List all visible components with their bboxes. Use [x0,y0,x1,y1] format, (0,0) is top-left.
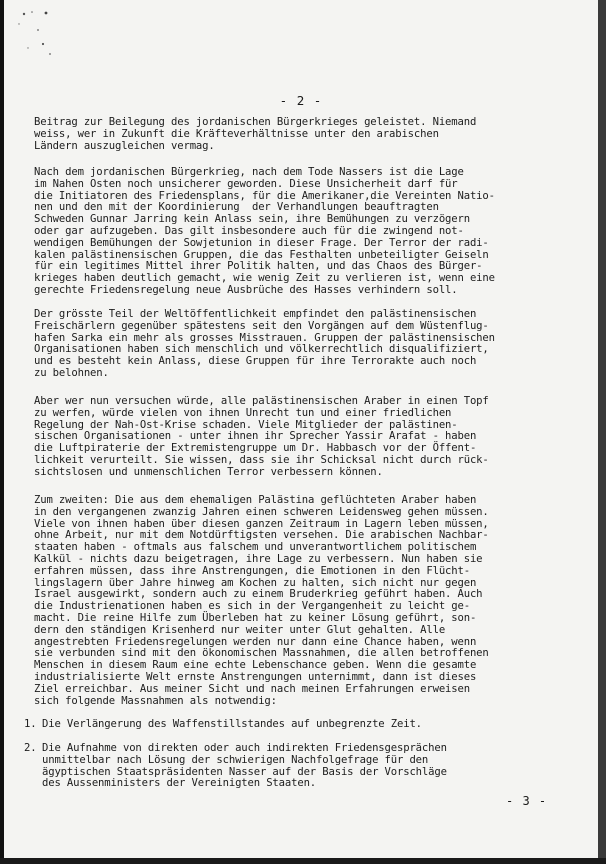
text-line: des Aussenministers der Vereinigten Staaten. [42,777,317,790]
text-line: und es besteht kein Anlass, diese Gruppen für ihre Terrorakte auch noch [34,355,477,368]
text-line: dern den ständigen Krisenherd nur weiter unter Glut gehalten. Alle [34,623,446,636]
text-line: Aber wer nun versuchen würde, alle palästinensischen Araber in einen Topf [34,395,489,407]
text-line: im Nahen Osten noch unsicherer geworden. Diese Unsicherheit darf für [34,177,458,190]
text-line: Ländern auszugleichen vermag. [34,139,215,152]
text-line: für ein legitimes Mittel ihrer Politik halten, und das Chaos des Bürger- [34,260,483,273]
text-line: die Luftpiraterie der Extremistengruppe um Dr. Habbasch vor der Öffent- [34,442,477,455]
text-line: Organisationen haben sich menschlich und völkerrechtlich disqualifiziert, [34,343,489,356]
paragraph-3 [34,309,554,380]
text-line: in den vergangenen zwanzig Jahren einen schweren Leidensweg gehen müssen. [34,505,489,518]
text-line: wendigen Bemühungen der Sowjetunion in dieser Frage. Der Terror der radi- [34,236,489,249]
text-line: nen und den mit der Koordinierung der Verhandlungen beauftragten [34,201,439,214]
paragraph-4 [34,396,554,479]
text-line: sich folgende Massnahmen als notwendig: [34,694,277,707]
text-line: Zum zweiten: Die aus dem ehemaligen Palästina geflüchteten Araber haben [34,494,477,506]
text-line: kalen palästinensischen Gruppen, die das Festhalten unbeteiligter Geiseln [34,248,489,261]
list-item-number: 2. [24,742,37,754]
scan-speckle [10,8,60,58]
text-line: Regelung der Nah-Ost-Krise schaden. Viele Mitglieder der palästinen- [34,418,458,431]
text-line: krieges haben deutlich gemacht, wie wenig Zeit zu verlieren ist, wenn eine [34,272,495,285]
text-line: macht. Die reine Hilfe zum Überleben hat zu keiner Lösung geführt, son- [34,611,477,624]
text-line: zu belohnen. [34,366,109,379]
text-line: ohne Arbeit, nur mit dem Notdürftigsten versehen. Die arabischen Nachbar- [34,529,489,542]
text-line: staaten haben - oftmals aus falschem und unverantwortlichem politischem [34,541,477,554]
text-line: Schweden Gunnar Jarring kein Anlass sein, ihre Bemühungen zu verzögern [34,213,470,226]
text-line: angestrebten Friedensregelungen werden nur dann eine Chance haben, wenn [34,635,477,648]
list-item-number: 1. [24,718,37,730]
text-line: Israel ausgewirkt, sondern auch zu einem Bruderkrieg geführt haben. Auch [34,588,483,601]
paragraph-5 [34,495,554,707]
text-line: sischen Organisationen - unter ihnen ihr Sprecher Yassir Arafat - haben [34,430,477,443]
text-line: zu werfen, würde vielen von ihnen Unrecht tun und einer friedlichen [34,406,452,419]
text-line: sie verbunden sind mit den ökonomischen Massnahmen, die allen betroffenen [34,647,489,660]
text-line: Die Verlängerung des Waffenstillstandes auf unbegrenzte Zeit. [42,718,422,730]
text-line: Menschen in diesem Raum eine echte Lebenschance geben. Wenn die gesamte [34,659,477,672]
text-line: Freischärlern gegenüber spätestens seit den Vorgängen auf dem Wüstenflug- [34,319,489,332]
text-line: Nach dem jordanischen Bürgerkrieg, nach dem Tode Nassers ist die Lage [34,166,464,178]
text-line: gerechte Friedensregelung neue Ausbrüche des Hasses verhindern soll. [34,283,458,296]
document-page [4,0,598,858]
text-line: oder gar aufzugeben. Das gilt insbesondere auch für die zwingend not- [34,224,464,237]
page-number: - 2 - [279,93,323,108]
scan-edge-bottom [0,858,606,864]
text-line: die Industrienationen haben es sich in der Vergangenheit zu leicht ge- [34,600,470,613]
text-line: sichtslosen und unmenschlichen Terror verbessern können. [34,465,383,478]
text-line: erfahren müssen, dass ihre Anstrengungen, die Emotionen in den Flücht- [34,564,470,577]
next-page-marker: - 3 - [506,794,548,808]
text-line: Der grösste Teil der Weltöffentlichkeit empfindet den palästinensischen [34,308,477,320]
text-line: Die Aufnahme von direkten oder auch indirekten Friedensgesprächen [42,742,447,754]
paragraph-2 [34,167,554,297]
text-line: ägyptischen Staatspräsidenten Nasser auf der Basis der Vorschläge [42,765,447,778]
text-line: lingslagern über Jahre hinweg am Kochen zu halten, sich nicht nur gegen [34,576,477,589]
text-line: die Initiatoren des Friedensplans, für die Amerikaner,die Vereinten Natio- [34,189,495,202]
text-line: lichkeit verurteilt. Sie wissen, dass sie ihr Schicksal nicht durch rück- [34,453,489,466]
text-line: weiss, wer in Zukunft die Kräfteverhältnisse unter den arabischen [34,127,439,140]
text-line: Viele von ihnen haben über diesen ganzen Zeitraum in Lagern leben müssen, [34,517,489,530]
text-line: Ziel erreichbar. Aus meiner Sicht und nach meinen Erfahrungen erweisen [34,682,470,695]
text-line: hafen Sarka ein mehr als grosses Misstrauen. Gruppen der palästinensischen [34,331,495,344]
paragraph-1 [34,117,554,152]
text-line: Kalkül - nichts dazu beigetragen, ihre Lage zu verbessern. Nun haben sie [34,552,483,565]
text-line: unmittelbar nach Lösung der schwierigen Nachfolgefrage für den [42,753,429,766]
scan-edge-right [598,0,606,864]
text-line: Beitrag zur Beilegung des jordanischen Bürgerkrieges geleistet. Niemand [34,116,477,128]
text-line: industrialisierte Welt ernste Anstrengungen unternimmt, dann ist dieses [34,670,477,683]
